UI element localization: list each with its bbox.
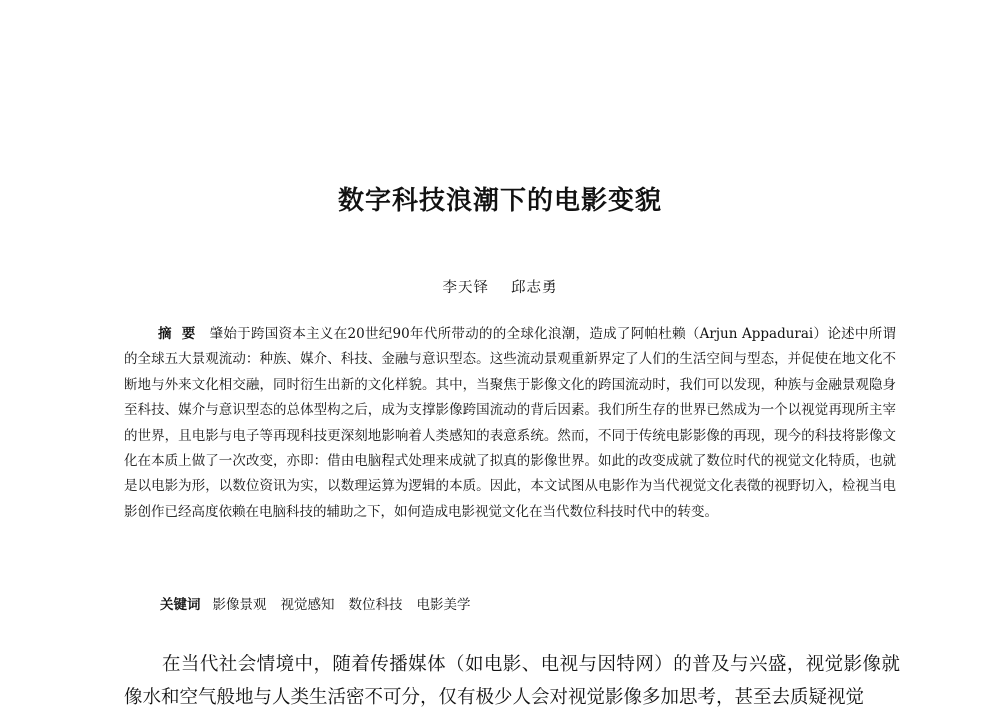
keywords-line <box>160 595 900 615</box>
keyword: 电影美学 <box>416 597 471 613</box>
keywords-label: 关键词 <box>160 597 201 613</box>
abstract-label: 摘要 <box>158 326 206 342</box>
abstract-paragraph <box>124 322 896 525</box>
body-paragraph: 在当代社会情境中，随着传播媒体（如电影、电视与因特网）的普及与兴盛，视觉影像就像水和空气般地与人类生活密不可分，仅有极少人会对视觉影像多加思考，甚至去质疑视觉 <box>124 654 900 708</box>
author-name: 邱志勇 <box>511 280 558 296</box>
paper-title: 数字科技浪潮下的电影变貌 <box>337 186 662 216</box>
abstract-text: 肇始于跨国资本主义在20世纪90年代所带动的的全球化浪潮，造成了阿帕杜赖（Arjun Appadurai）论述中所谓的全球五大景观流动：种族、媒介、科技、金融与意识型态。这些流动景观重新界定了人们的生活空间与型态，并促使在地文化不断地与外来文化相交融，同时衍生出新的文化样貌。其中，当聚焦于影像文化的跨国流动时，我们可以发现，种族与金融景观隐身至科技、媒介与意识型态的总体型构之后，成为支撑影像跨国流动的背后因素。我们所生存的世界已然成为一个以视觉再现所主宰的世界，且电影与电子等再现科技更深刻地影响着人类感知的表意系统。然而，不同于传统电影影像的再现，现今的科技将影像文化在本质上做了一次改变，亦即：借由电脑程式处理来成就了拟真的影像世界。如此的改变成就了数位时代的视觉文化特质，也就是以电影为形，以数位资讯为实，以数理运算为逻辑的本质。因此，本文试图从电影作为当代视觉文化表徵的视野切入，检视当电影创作已经高度依赖在电脑科技的辅助之下，如何造成电影视觉文化在当代数位科技时代中的转变。 <box>124 326 897 520</box>
keyword: 视觉感知 <box>280 597 335 613</box>
keyword: 数位科技 <box>348 597 403 613</box>
author-line <box>0 276 1000 297</box>
keyword: 影像景观 <box>212 597 267 613</box>
author-name: 李天铎 <box>442 280 489 296</box>
